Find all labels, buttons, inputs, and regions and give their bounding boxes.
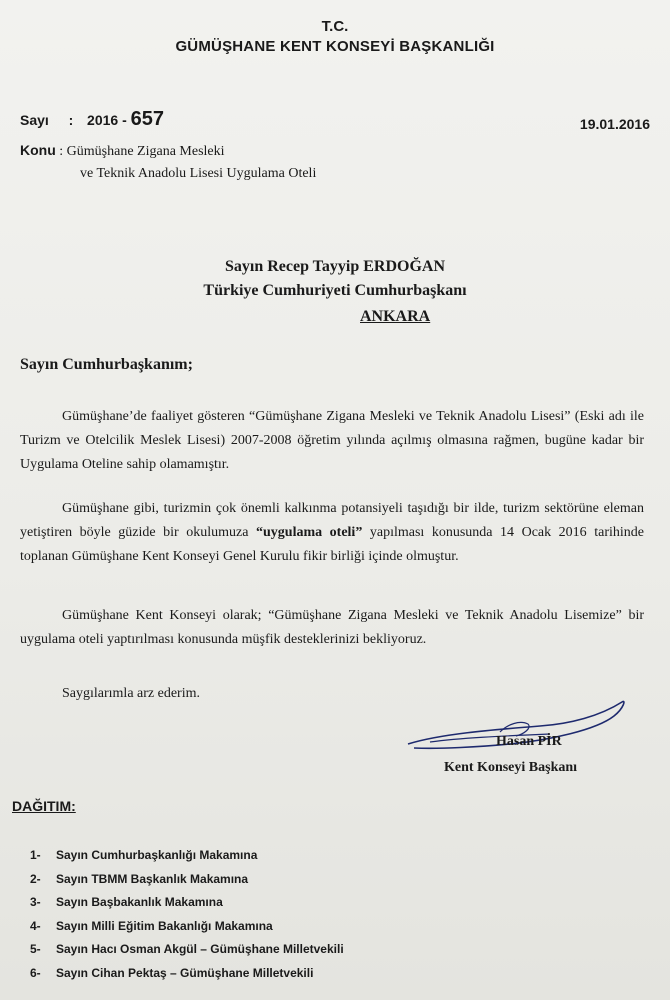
addressee-name: Sayın Recep Tayyip ERDOĞAN xyxy=(224,258,446,275)
sayi-label: Sayı xyxy=(20,112,49,128)
addressee-title: Türkiye Cumhuriyeti Cumhurbaşkanı xyxy=(203,282,467,299)
letter-date: 19.01.2016 xyxy=(579,116,650,132)
body-paragraph-2-emphasis: “uygulama oteli” xyxy=(256,525,363,540)
reference-number-row xyxy=(20,108,164,131)
list-item: 4- Sayın Milli Eğitim Bakanlığı Makamına xyxy=(30,918,273,933)
body-paragraph-2 xyxy=(20,497,644,569)
body-paragraph-2-text-b: yapılması konusunda 14 Ocak 2016 tarihinde toplanan Gümüşhane Kent Konseyi Genel Kurulu fikir birliği içinde olmuştur. xyxy=(20,525,644,564)
sayi-separator: : xyxy=(68,112,74,128)
sayi-prefix: 2016 - xyxy=(87,112,127,128)
body-paragraph-3-text: Gümüşhane Kent Konseyi olarak; “Gümüşhane Zigana Mesleki ve Teknik Anadolu Lisemize” bir uygulama oteli yaptırılması konusunda müşfik desteklerinizi bekliyoruz. xyxy=(20,608,644,647)
salutation: Sayın Cumhurbaşkanım; xyxy=(20,356,193,373)
konu-line-2: ve Teknik Anadolu Lisesi Uygulama Oteli xyxy=(80,166,317,181)
subject-row xyxy=(20,142,225,160)
header-institution: GÜMÜŞHANE KENT KONSEYİ BAŞKANLIĞI xyxy=(175,38,495,55)
body-paragraph-1 xyxy=(20,405,644,477)
body-paragraph-3 xyxy=(20,604,644,652)
sayi-number: 657 xyxy=(130,108,165,130)
list-item: 1- Sayın Cumhurbaşkanlığı Makamına xyxy=(30,848,258,862)
closing-phrase: Saygılarımla arz ederim. xyxy=(62,686,200,701)
list-item: 5- Sayın Hacı Osman Akgül – Gümüşhane Milletvekili xyxy=(30,942,344,956)
distribution-list xyxy=(30,844,344,985)
body-paragraph-1-text: Gümüşhane’de faaliyet gösteren “Gümüşhane Zigana Mesleki ve Teknik Anadolu Lisesi” (Eski adı ile Turizm ve Otelcilik Meslek Lisesi) 2007-2008 öğretim yılında açılmış olmasına rağmen, bugüne kadar bir Uygulama Oteline sahip olamamıştır. xyxy=(20,409,644,472)
signatory-title: Kent Konseyi Başkanı xyxy=(444,760,578,775)
header-tc: T.C. xyxy=(321,18,349,35)
konu-label: Konu xyxy=(20,142,56,158)
list-item: 6- Sayın Cihan Pektaş – Gümüşhane Milletvekili xyxy=(30,965,314,980)
addressee-city: ANKARA xyxy=(360,308,431,325)
body-paragraph-2-text-a: Gümüşhane gibi, turizmin çok önemli kalkınma potansiyeli taşıdığı bir ilde, turizm sektörüne eleman yetiştiren böyle güzide bir okulumuza xyxy=(20,501,644,540)
konu-line-1: Gümüşhane Zigana Mesleki xyxy=(66,144,225,159)
distribution-title: DAĞITIM: xyxy=(12,798,76,814)
list-item: 3- Sayın Başbakanlık Makamına xyxy=(30,895,223,909)
konu-separator: : xyxy=(59,144,64,159)
signatory-name: Hasan PİR xyxy=(496,734,562,749)
list-item: 2- Sayın TBMM Başkanlık Makamına xyxy=(30,871,249,886)
handwritten-signature xyxy=(400,694,630,764)
